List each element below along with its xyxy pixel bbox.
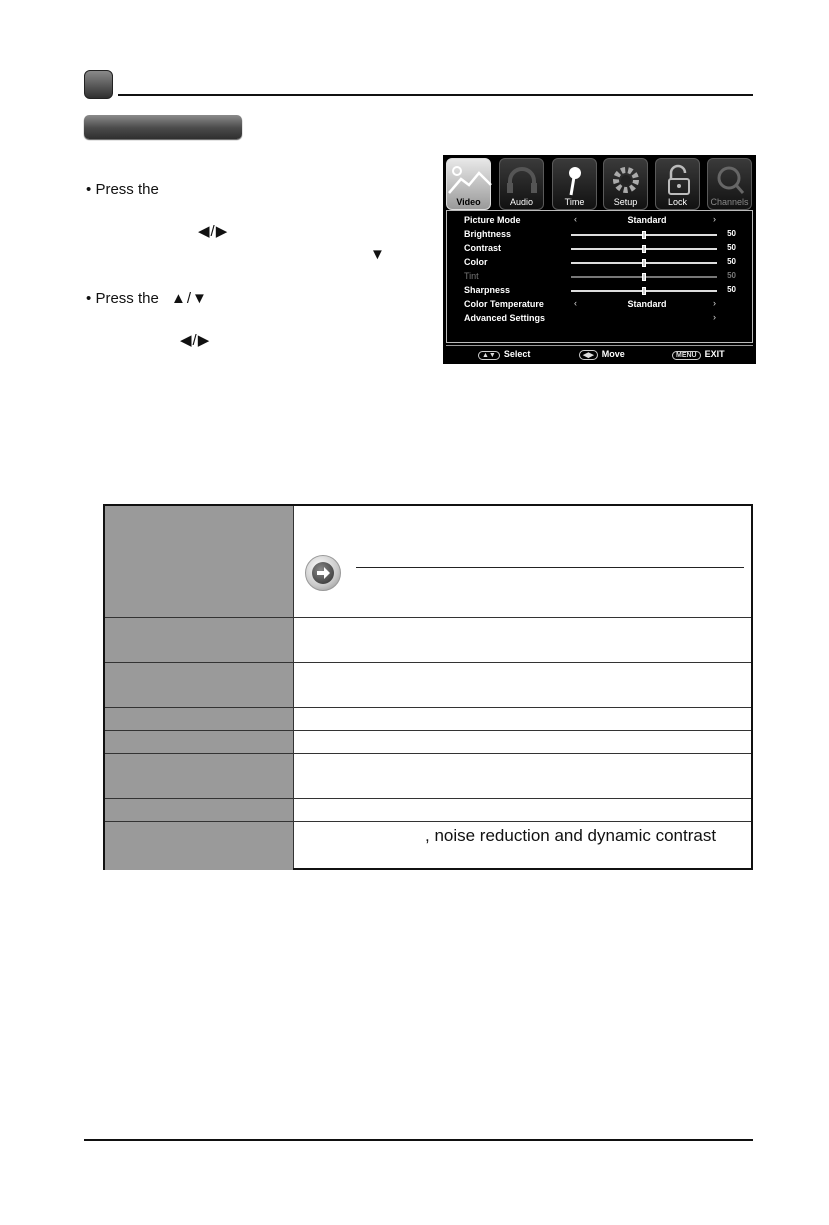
instruction-line-3: • Press the ▲/▼ bbox=[86, 290, 208, 307]
osd-row-label: Color bbox=[464, 257, 488, 267]
table-divider bbox=[105, 730, 751, 731]
footer-exit-label: EXIT bbox=[704, 349, 725, 359]
osd-slider[interactable] bbox=[571, 262, 717, 264]
table-label-cell bbox=[105, 506, 293, 617]
osd-footer bbox=[446, 345, 753, 362]
chevron-left-icon[interactable]: ‹ bbox=[574, 214, 577, 224]
clock-pin-icon bbox=[553, 163, 596, 197]
table-label-cell bbox=[105, 663, 293, 707]
table-label-cell bbox=[105, 822, 293, 870]
osd-tab-label: Time bbox=[564, 197, 585, 207]
osd-tab-label: Setup bbox=[613, 197, 638, 207]
table-column-divider bbox=[293, 506, 294, 868]
footer-move bbox=[579, 349, 625, 360]
footer-select-label: Select bbox=[503, 349, 531, 359]
osd-row-label: Sharpness bbox=[464, 285, 511, 295]
osd-row-brightness[interactable] bbox=[447, 228, 752, 242]
tv-osd-menu bbox=[443, 155, 756, 364]
chevron-right-icon[interactable]: › bbox=[713, 298, 716, 308]
section-tab bbox=[84, 115, 242, 139]
table-label-cell bbox=[105, 708, 293, 730]
osd-row-contrast[interactable] bbox=[447, 242, 752, 256]
footer-select bbox=[478, 349, 530, 360]
instruction-line-1: • Press the bbox=[86, 181, 159, 198]
slider-knob[interactable] bbox=[642, 287, 646, 295]
osd-row-label: Picture Mode bbox=[464, 215, 521, 225]
note-arrow-icon bbox=[305, 555, 341, 591]
chevron-right-icon[interactable]: › bbox=[713, 214, 716, 224]
down-arrow-icon: ▼ bbox=[370, 246, 386, 263]
table-divider bbox=[105, 707, 751, 708]
osd-slider[interactable] bbox=[571, 290, 717, 292]
table-label-cell bbox=[105, 618, 293, 662]
osd-row-label: Color Temperature bbox=[464, 299, 544, 309]
footer-exit bbox=[672, 349, 725, 360]
osd-tab-video[interactable] bbox=[446, 158, 491, 210]
table-divider bbox=[105, 617, 751, 618]
osd-tab-label: Audio bbox=[509, 197, 534, 207]
table-divider bbox=[105, 753, 751, 754]
header-rule bbox=[118, 94, 753, 96]
osd-tab-audio[interactable] bbox=[499, 158, 544, 210]
osd-row-value: 50 bbox=[727, 243, 736, 252]
osd-slider[interactable] bbox=[571, 234, 717, 236]
osd-slider[interactable] bbox=[571, 276, 717, 278]
osd-row-label: Contrast bbox=[464, 243, 502, 253]
slider-knob[interactable] bbox=[642, 259, 646, 267]
table-label-cell bbox=[105, 731, 293, 753]
osd-row-label: Tint bbox=[464, 271, 479, 281]
headphones-icon bbox=[500, 163, 543, 197]
landscape-icon bbox=[447, 163, 490, 197]
osd-tab-label: Lock bbox=[667, 197, 687, 207]
osd-select-value: Standard bbox=[627, 299, 667, 309]
osd-slider[interactable] bbox=[571, 248, 717, 250]
osd-row-label: Advanced Settings bbox=[464, 313, 546, 323]
table-row-text: , noise reduction and dynamic contrast bbox=[425, 826, 717, 845]
padlock-icon bbox=[656, 163, 699, 197]
osd-row-value: 50 bbox=[727, 271, 736, 280]
note-rule bbox=[356, 567, 744, 568]
footer-rule bbox=[84, 1139, 753, 1141]
up-down-button-icon: ▲▼ bbox=[478, 351, 500, 360]
footer-move-label: Move bbox=[601, 349, 625, 359]
osd-tab-label: Channels bbox=[710, 197, 749, 207]
osd-tab-setup[interactable] bbox=[603, 158, 648, 210]
osd-row-sharpness[interactable] bbox=[447, 284, 752, 298]
osd-tab-time[interactable] bbox=[552, 158, 597, 210]
table-label-cell bbox=[105, 799, 293, 821]
osd-row-advanced-settings[interactable] bbox=[447, 312, 752, 326]
table-divider bbox=[105, 662, 751, 663]
chapter-badge bbox=[84, 70, 113, 99]
osd-select-value: Standard bbox=[627, 215, 667, 225]
table-label-cell bbox=[105, 754, 293, 798]
osd-tab-label: Video bbox=[456, 197, 481, 207]
magnifier-icon bbox=[708, 163, 751, 197]
slider-knob[interactable] bbox=[642, 273, 646, 281]
osd-row-value: 50 bbox=[727, 285, 736, 294]
osd-row-color-temperature[interactable] bbox=[447, 298, 752, 312]
osd-row-picture-mode[interactable] bbox=[447, 214, 752, 228]
up-down-arrows-icon: ▲/▼ bbox=[170, 290, 208, 307]
left-right-arrows-icon: ◀/▶ bbox=[198, 223, 229, 240]
table-divider bbox=[105, 798, 751, 799]
settings-table bbox=[103, 504, 753, 870]
slider-knob[interactable] bbox=[642, 245, 646, 253]
left-right-button-icon: ◀▶ bbox=[579, 350, 598, 360]
chevron-right-icon[interactable]: › bbox=[713, 312, 716, 322]
chevron-left-icon[interactable]: ‹ bbox=[574, 298, 577, 308]
osd-row-color[interactable] bbox=[447, 256, 752, 270]
menu-button-icon: MENU bbox=[672, 351, 701, 360]
slider-knob[interactable] bbox=[642, 231, 646, 239]
osd-row-value: 50 bbox=[727, 257, 736, 266]
left-right-arrows-icon: ◀/▶ bbox=[180, 332, 211, 349]
instruction-text: Press the bbox=[95, 181, 159, 198]
instruction-text: Press the bbox=[95, 290, 159, 307]
osd-tab-channels[interactable] bbox=[707, 158, 752, 210]
table-divider bbox=[105, 821, 751, 822]
osd-tab-lock[interactable] bbox=[655, 158, 700, 210]
gear-icon bbox=[604, 163, 647, 197]
osd-row-label: Brightness bbox=[464, 229, 512, 239]
osd-row-value: 50 bbox=[727, 229, 736, 238]
osd-row-tint[interactable] bbox=[447, 270, 752, 284]
video-settings-panel bbox=[446, 210, 753, 343]
